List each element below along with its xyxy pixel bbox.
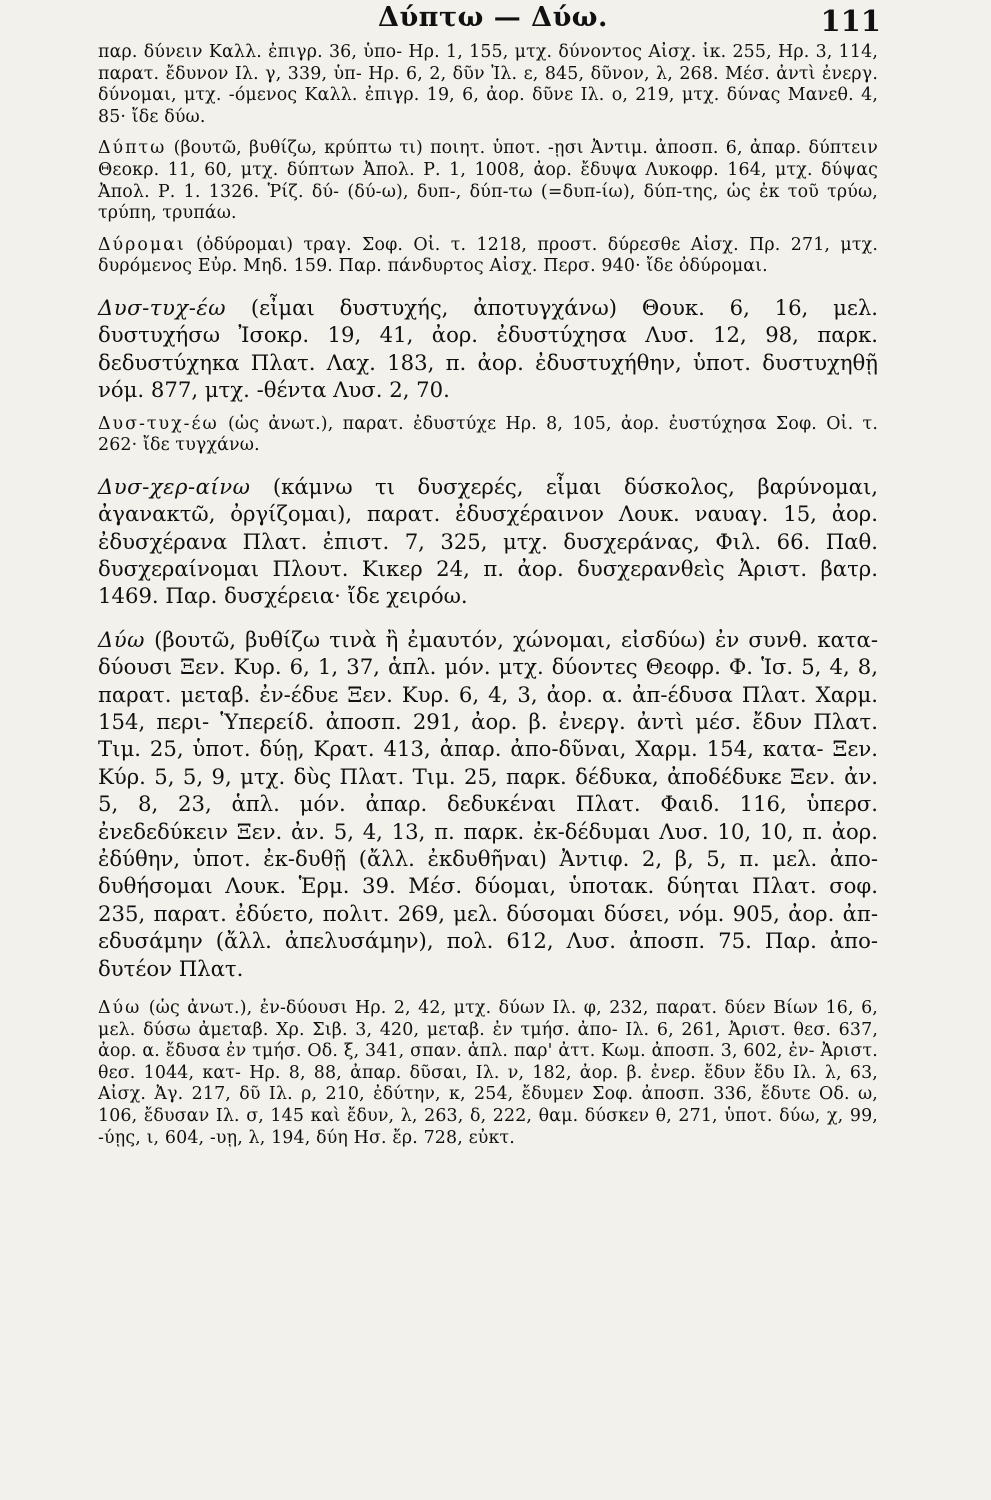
page-number: 111: [820, 4, 881, 38]
entry-headword: Δύρομαι: [98, 234, 186, 255]
entry-headword: Δυσ-τυχ-έω: [98, 294, 227, 320]
entry-headword: Δύπτω: [98, 138, 167, 159]
entry-text: παρ. δύνειν Καλλ. ἐπιγρ. 36, ὑπο- Ηρ. 1, 155, μτχ. δύνοντος Αἰσχ. ἱκ. 255, Ηρ. 3, 114, παρατ. ἔδυνον Ιλ. γ, 339, ὑπ- Ηρ. 6, 2, δῦν Ἰλ. ε, 845, δῦνον, λ, 268. Μέσ. ἀντὶ ἐνεργ. δύνομαι, μτχ. -όμενος Καλλ. ἐπιγρ. 19, 6, ἀορ. δῦνε Ιλ. ο, 219, μτχ. δύνας Μανεθ. 4, 85· ἴδε δύω.: [98, 42, 878, 127]
entry-text: (ὀδύρομαι) τραγ. Σοφ. Οἰ. τ. 1218, προστ. δύρεσθε Αἰσχ. Πρ. 271, μτχ. δυρόμενος Εὐρ. Μηδ. 159. Παρ. πάνδυρτος Αἰσχ. Περσ. 940· ἴδε ὀδύρομαι.: [98, 234, 878, 277]
entry-dyromai: [98, 235, 878, 278]
running-head: [0, 2, 991, 42]
entry-headword: Δυσ-τυχ-έω: [98, 413, 219, 434]
entry-text: (κάμνω τι δυσχερές, εἶμαι δύσκολος, βαρύνομαι, ἀγανακτῶ, ὀργίζομαι), παρατ. ἐδυσχέραινον Λουκ. ναυαγ. 15, ἀορ. ἐδυσχέρανα Πλατ. ἐπιστ. 7, 325, μτχ. δυσχεράνας, Φιλ. 66. Παθ. δυσχεραίνομαι Πλουτ. Κικερ 24, π. ἀορ. δυσχερανθεὶς Ἀριστ. βατρ. 1469. Παρ. δυσχέρεια· ἴδε χειρόω.: [98, 473, 878, 609]
entry-headword: Δύω: [98, 998, 142, 1019]
entry-headword: Δύω: [98, 626, 145, 652]
entry-headword: Δυσ-χερ-αίνω: [98, 473, 251, 499]
running-title: Δύπτω — Δύω.: [378, 2, 608, 33]
entry-continuation: [98, 42, 878, 128]
entry-dyo: [98, 626, 878, 982]
entry-text: (ὡς ἀνωτ.), ἐν-δύουσι Ηρ. 2, 42, μτχ. δύων Ιλ. φ, 232, παρατ. δύεν Βίων 16, 6, μελ. δύσω ἀμεταβ. Χρ. Σιβ. 3, 420, μεταβ. ἐν τμήσ. ἀπο- Ιλ. 6, 261, Ἀριστ. θεσ. 637, ἀορ. α. ἔδυσα ἐν τμήσ. Οδ. ξ, 341, σπαν. ἁπλ. παρ' ἀττ. Κωμ. ἀποσπ. 3, 602, ἐν- Ἀριστ. θεσ. 1044, κατ- Ηρ. 8, 88, ἀπαρ. δῦσαι, Ιλ. ν, 182, ἀορ. β. ἐνερ. ἔδυν ἔδυ Ιλ. λ, 63, Αἰσχ. Ἀγ. 217, δῦ Ιλ. ρ, 210, ἐδύτην, κ, 254, ἔδυμεν Σοφ. ἀποσπ. 336, ἔδυτε Οδ. ω, 106, ἔδυσαν Ιλ. σ, 145 καὶ ἔδυν, λ, 263, δ, 222, θαμ. δύσκεν θ, 271, ὑποτ. δύω, χ, 99, -ύῃς, ι, 604, -υῃ, λ, 194, δύη Ησ. ἔρ. 728, εὐκτ.: [98, 998, 878, 1148]
entry-text: (ὡς ἀνωτ.), παρατ. ἐδυστύχε Ηρ. 8, 105, ἀορ. ἐυστύχησα Σοφ. Οἰ. τ. 262· ἴδε τυγχάνω.: [98, 413, 878, 456]
entry-text: (εἶμαι δυστυχής, ἀποτυγχάνω) Θουκ. 6, 16, μελ. δυστυχήσω Ἰσοκρ. 19, 41, ἀορ. ἐδυστύχησα Λυσ. 12, 98, παρκ. δεδυστύχηκα Πλατ. Λαχ. 183, π. ἀορ. ἐδυστυχήθην, ὑποτ. δυστυχηθῇ νόμ. 877, μτχ. -θέντα Λυσ. 2, 70.: [98, 294, 878, 403]
entry-dypto: [98, 138, 878, 224]
entry-text: (βουτῶ, βυθίζω, κρύπτω τι) ποιητ. ὑποτ. -ῃσι Ἀντιμ. ἀποσπ. 6, ἀπαρ. δύπτειν Θεοκρ. 11, 60, μτχ. δύπτων Ἀπολ. Ρ. 1, 1008, ἀορ. ἔδυψα Λυκοφρ. 164, μτχ. δύψας Ἀπολ. Ρ. 1. 1326. Ῥίζ. δύ- (δύ-ω), δυπ-, δύπ-τω (=δυπ-ίω), δύπ-της, ὡς ἐκ τοῦ τρύω, τρύπη, τρυπάω.: [98, 138, 878, 224]
entry-dyscherainο: [98, 473, 878, 610]
entry-dyo-poetic: [98, 998, 878, 1149]
entry-text: (βουτῶ, βυθίζω τινὰ ἢ ἐμαυτόν, χώνομαι, εἰσδύω) ἐν συνθ. κατα-δύουσι Ξεν. Κυρ. 6, 1, 37, ἁπλ. μόν. μτχ. δύοντες Θεοφρ. Φ. Ἱσ. 5, 4, 8, παρατ. μεταβ. ἐν-έδυε Ξεν. Κυρ. 6, 4, 3, ἀορ. α. ἀπ-έδυσα Πλατ. Χαρμ. 154, περι- Ὑπερείδ. ἀποσπ. 291, ἀορ. β. ἐνεργ. ἀντὶ μέσ. ἔδυν Πλατ. Τιμ. 25, ὑποτ. δύῃ, Κρατ. 413, ἀπαρ. ἀπο-δῦναι, Χαρμ. 154, κατα- Ξεν. Κύρ. 5, 5, 9, μτχ. δὺς Πλατ. Τιμ. 25, παρκ. δέδυκα, ἀποδέδυκε Ξεν. ἀν. 5, 8, 23, ἁπλ. μόν. ἀπαρ. δεδυκέναι Πλατ. Φαιδ. 116, ὑπερσ. ἐνεδεδύκειν Ξεν. ἀν. 5, 4, 13, π. παρκ. ἐκ-δέδυμαι Λυσ. 10, 10, π. ἀορ. ἐδύθην, ὑποτ. ἐκ-δυθῇ (ἄλλ. ἐκδυθῆναι) Ἀντιφ. 2, β, 5, π. μελ. ἀπο-δυθήσομαι Λουκ. Ἑρμ. 39. Μέσ. δύομαι, ὑποτακ. δύηται Πλατ. σοφ. 235, παρατ. ἐδύετο, πολιτ. 269, μελ. δύσομαι δύσει, νόμ. 905, ἀορ. ἀπ-εδυσάμην (ἄλλ. ἀπελυσάμην), πολ. 612, Λυσ. ἀποσπ. 75. Παρ. ἀπο-δυτέον Πλατ.: [98, 626, 878, 981]
entry-dystycheo-poetic: [98, 414, 878, 457]
dictionary-content: [98, 42, 878, 1149]
entry-dystycheo: [98, 294, 878, 404]
